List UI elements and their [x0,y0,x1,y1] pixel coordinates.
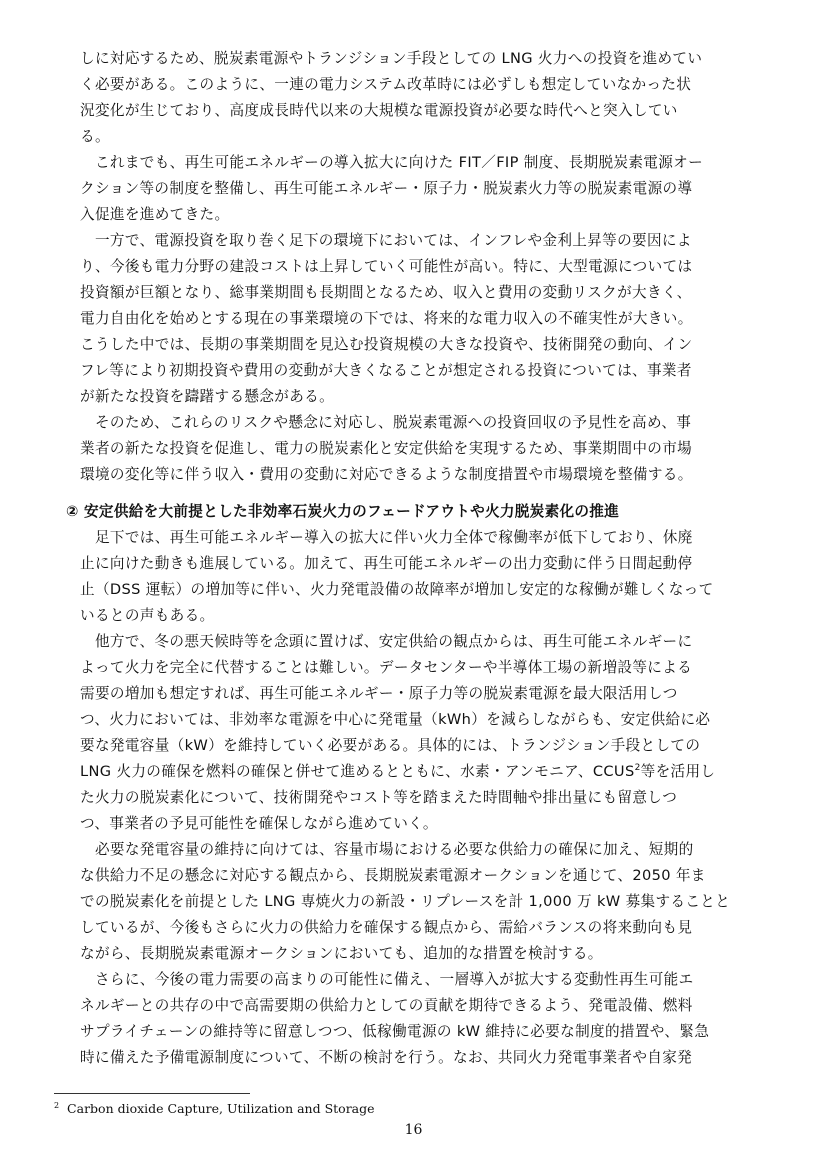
text-line: つ、事業者の予見可能性を確保しながら進めていく。 [80,815,438,832]
text-line: 環境の変化等に伴う収入・費用の変動に対応できるような制度措置や市場環境を整備する。 [80,466,693,483]
text-line: 止に向けた動きも進展している。加えて、再生可能エネルギーの出力変動に伴う日間起動停 [80,555,693,572]
text-line: さらに、今後の電力需要の高まりの可能性に備え、一層導入が拡大する変動性再生可能エ [80,971,694,988]
text-line: 時に備えた予備電源制度について、不断の検討を行う。なお、共同火力発電事業者や自家発 [80,1049,693,1066]
text-segment: LNG 火力の確保を燃料の確保と併せて進めるとともに、水素・アンモニア、CCUS [80,763,635,780]
text-line: サプライチェーンの維持等に留意しつつ、低稼働電源の kW 維持に必要な制度的措置や、緊急 [80,1023,710,1040]
text-line: 一方で、電源投資を取り巻く足下の環境下においては、インフレや金利上昇等の要因によ [80,232,692,249]
text-line: こうした中では、長期の事業期間を見込む投資規模の大きな投資や、技術開発の動向、イン [80,336,693,353]
text-line: 止（DSS 運転）の増加等に伴い、火力発電設備の故障率が増加し安定的な稼働が難しくなって [80,581,714,598]
text-line: 要な発電容量（kW）を維持していく必要がある。具体的には、トランジション手段としての [80,737,701,754]
text-line: フレ等により初期投資や費用の変動が大きくなることが想定される投資については、事業者 [80,362,692,379]
text-line: ネルギーとの共存の中で高需要期の供給力としての貢献を期待できるよう、発電設備、燃料 [80,997,693,1014]
text-line: これまでも、再生可能エネルギーの導入拡大に向けた FIT／FIP 制度、長期脱炭素電源オー [80,154,704,171]
text-line: る。 [80,128,110,145]
text-line: での脱炭素化を前提とした LNG 専焼火力の新設・リプレースを計 1,000 万 kW 募集することと [80,893,731,910]
text-line: 必要な発電容量の維持に向けては、容量市場における必要な供給力の確保に加え、短期的 [80,841,694,858]
text-line: り、今後も電力分野の建設コストは上昇していく可能性が高い。特に、大型電源については [80,258,693,275]
text-line: 投資額が巨額となり、総事業期間も長期間となるため、収入と費用の変動リスクが大きく、 [80,284,692,301]
footnote-text: Carbon dioxide Capture, Utilization and Storage [67,1101,375,1116]
text-line: そのため、これらのリスクや懸念に対応し、脱炭素電源への投資回収の予見性を高め、事 [80,414,692,431]
text-line: 電力自由化を始めとする現在の事業環境の下では、将来的な電力収入の不確実性が大きい。 [80,310,693,327]
text-line: しに対応するため、脱炭素電源やトランジション手段としての LNG 火力への投資を進めてい [80,50,703,67]
footnote [54,1102,375,1116]
footnote-reference[interactable]: 2 [634,763,641,773]
text-line: 況変化が生じており、高度成長時代以来の大規模な電源投資が必要な時代へと突入してい [80,102,678,119]
text-line: つ、火力においては、非効率な電源を中心に発電量（kWh）を減らしながらも、安定供給に必 [80,711,711,728]
text-line: クション等の制度を整備し、再生可能エネルギー・原子力・脱炭素火力等の脱炭素電源の導 [80,180,693,197]
text-line: く必要がある。このように、一連の電力システム改革時には必ずしも想定していなかった状 [80,76,692,93]
text-line: 業者の新たな投資を促進し、電力の脱炭素化と安定供給を実現するため、事業期間中の市場 [80,440,693,457]
text-line: 足下では、再生可能エネルギー導入の拡大に伴い火力全体で稼働率が低下しており、休廃 [80,529,693,546]
text-line: な供給力不足の懸念に対応する観点から、長期脱炭素電源オークションを通じて、2050 年ま [80,867,706,884]
text-line: 入促進を進めてきた。 [80,206,230,223]
text-line: しているが、今後もさらに火力の供給力を確保する観点から、需給バランスの将来動向も見 [80,919,693,936]
text-line: 需要の増加も想定すれば、再生可能エネルギー・原子力等の脱炭素電源を最大限活用しつ [80,685,678,702]
page-number: 16 [404,1122,423,1138]
text-line: ながら、長期脱炭素電源オークションにおいても、追加的な措置を検討する。 [80,945,603,962]
text-line: た火力の脱炭素化について、技術開発やコスト等を踏まえた時間軸や排出量にも留意しつ [80,789,678,806]
section-heading: ② 安定供給を大前提とした非効率石炭火力のフェードアウトや火力脱炭素化の推進 [66,503,620,520]
text-line: 他方で、冬の悪天候時等を念頭に置けば、安定供給の観点からは、再生可能エネルギーに [80,633,693,650]
text-line: いるとの声もある。 [80,607,215,624]
text-line [80,763,715,781]
footnote-mark: 2 [54,1101,60,1110]
footnote-divider [54,1093,250,1094]
text-line: が新たな投資を躊躇する懸念がある。 [80,388,335,405]
text-segment: 等を活用し [640,763,716,780]
text-line: よって火力を完全に代替することは難しい。データセンターや半導体工場の新増設等による [80,659,693,676]
